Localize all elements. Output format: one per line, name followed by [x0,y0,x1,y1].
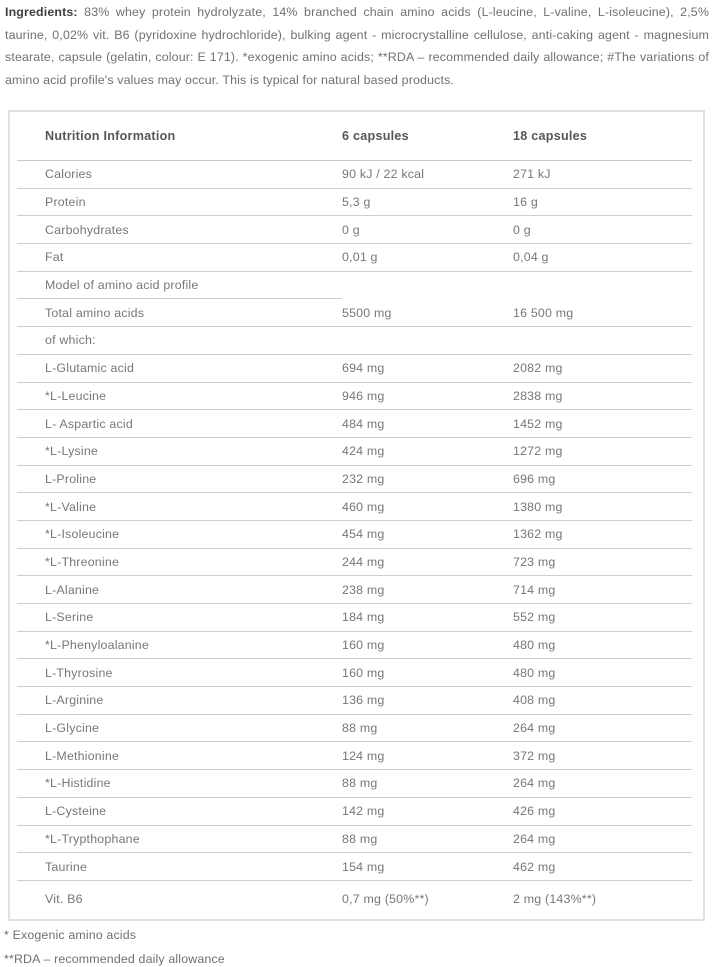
table-row [17,742,692,770]
table-header-row [17,112,692,161]
table-row [17,604,692,632]
row-label: Calories [17,161,342,189]
value-18-capsules: 552 mg [513,604,692,632]
row-label: L-Alanine [17,576,342,604]
table-row [17,576,692,604]
value-18-capsules: 723 mg [513,548,692,576]
nutrition-table-body [17,161,692,917]
value-6-capsules: 88 mg [342,770,513,798]
value-18-capsules: 372 mg [513,742,692,770]
value-6-capsules: 244 mg [342,548,513,576]
table-row [17,188,692,216]
value-6-capsules: 88 mg [342,714,513,742]
value-6-capsules: 424 mg [342,437,513,465]
value-18-capsules: 408 mg [513,687,692,715]
value-18-capsules: 696 mg [513,465,692,493]
value-6-capsules: 946 mg [342,382,513,410]
value-6-capsules: 0 g [342,216,513,244]
row-label: L- Aspartic acid [17,410,342,438]
table-row [17,687,692,715]
value-18-capsules: 2838 mg [513,382,692,410]
value-6-capsules: 160 mg [342,659,513,687]
row-label: L-Serine [17,604,342,632]
ingredients-label: Ingredients: [5,5,78,19]
value-18-capsules: 714 mg [513,576,692,604]
value-6-capsules: 454 mg [342,520,513,548]
value-6-capsules: 5,3 g [342,188,513,216]
table-row [17,631,692,659]
value-18-capsules: 16 g [513,188,692,216]
table-row [17,825,692,853]
row-label: *L-Phenyloalanine [17,631,342,659]
ingredients-text: 83% whey protein hydrolyzate, 14% branched chain amino acids (L-leucine, L-valine, L-isoleucine), 2,5% taurine, 0,02% vit. B6 (pyridoxine hydrochloride), bulking agent - microcrystalline cellulose, anti-caking agent - magnesium stearate, capsule (gelatin, colour: E 171). *exogenic amino acids; **RDA – recommended daily allowance; #The variations of amino acid profile's values may occur. This is typical for natural based products. [5,5,709,87]
value-6-capsules: 160 mg [342,631,513,659]
footnote-exogenic-amino-acids: * Exogenic amino acids [4,928,137,942]
row-label: *L-Lysine [17,437,342,465]
value-18-capsules: 1362 mg [513,520,692,548]
value-18-capsules [513,327,692,355]
table-row [17,493,692,521]
ingredients-paragraph [5,1,709,91]
value-6-capsules [342,271,513,299]
row-label: Taurine [17,853,342,881]
table-row [17,714,692,742]
value-6-capsules: 124 mg [342,742,513,770]
value-18-capsules: 264 mg [513,770,692,798]
row-label: *L-Isoleucine [17,520,342,548]
row-label: L-Thyrosine [17,659,342,687]
value-18-capsules: 0,04 g [513,244,692,272]
row-label: L-Glutamic acid [17,354,342,382]
row-label: Total amino acids [17,299,342,327]
table-row [17,770,692,798]
row-label: *L-Valine [17,493,342,521]
table-row [17,299,692,327]
value-6-capsules [342,327,513,355]
value-6-capsules: 5500 mg [342,299,513,327]
table-row [17,216,692,244]
row-label: Model of amino acid profile [17,271,342,299]
row-label: L-Methionine [17,742,342,770]
value-18-capsules [513,271,692,299]
header-6-capsules: 6 capsules [342,112,513,161]
table-row [17,465,692,493]
value-6-capsules: 0,01 g [342,244,513,272]
value-18-capsules: 1272 mg [513,437,692,465]
table-row [17,244,692,272]
value-6-capsules: 88 mg [342,825,513,853]
row-label: Carbohydrates [17,216,342,244]
value-18-capsules: 0 g [513,216,692,244]
nutrition-table-grid [17,112,692,917]
value-18-capsules: 264 mg [513,714,692,742]
value-18-capsules: 480 mg [513,631,692,659]
row-label: L-Cysteine [17,797,342,825]
row-label: *L-Threonine [17,548,342,576]
row-label: Vit. B6 [45,891,83,906]
table-row [17,271,692,299]
value-6-capsules: 0,7 mg (50%**) [342,891,429,906]
value-18-capsules: 2082 mg [513,354,692,382]
value-18-capsules: 2 mg (143%**) [513,891,597,906]
table-row [17,797,692,825]
value-18-capsules: 480 mg [513,659,692,687]
value-6-capsules: 232 mg [342,465,513,493]
value-6-capsules: 136 mg [342,687,513,715]
value-6-capsules: 90 kJ / 22 kcal [342,161,513,189]
table-row [17,548,692,576]
value-18-capsules: 426 mg [513,797,692,825]
table-row [17,437,692,465]
table-row [17,659,692,687]
row-label: L-Proline [17,465,342,493]
table-row [17,410,692,438]
table-row [17,327,692,355]
table-row [17,520,692,548]
value-18-capsules: 271 kJ [513,161,692,189]
value-6-capsules: 184 mg [342,604,513,632]
row-label: of which: [17,327,342,355]
table-row [17,354,692,382]
row-label: L-Arginine [17,687,342,715]
header-nutrition-information: Nutrition Information [17,112,342,161]
row-label: *L-Trypthophane [17,825,342,853]
value-18-capsules: 264 mg [513,825,692,853]
value-6-capsules: 238 mg [342,576,513,604]
table-row [17,880,692,917]
nutrition-table [8,110,705,921]
value-18-capsules: 1380 mg [513,493,692,521]
header-18-capsules: 18 capsules [513,112,692,161]
row-label: *L-Histidine [17,770,342,798]
footnote-rda: **RDA – recommended daily allowance [4,952,225,966]
value-6-capsules: 484 mg [342,410,513,438]
value-6-capsules: 694 mg [342,354,513,382]
row-label: *L-Leucine [17,382,342,410]
value-18-capsules: 462 mg [513,853,692,881]
table-row [17,161,692,189]
table-row [17,853,692,881]
row-label: Fat [17,244,342,272]
value-6-capsules: 154 mg [342,853,513,881]
row-label: Protein [17,188,342,216]
table-row [17,382,692,410]
value-18-capsules: 1452 mg [513,410,692,438]
value-6-capsules: 142 mg [342,797,513,825]
value-6-capsules: 460 mg [342,493,513,521]
value-18-capsules: 16 500 mg [513,299,692,327]
row-label: L-Glycine [17,714,342,742]
